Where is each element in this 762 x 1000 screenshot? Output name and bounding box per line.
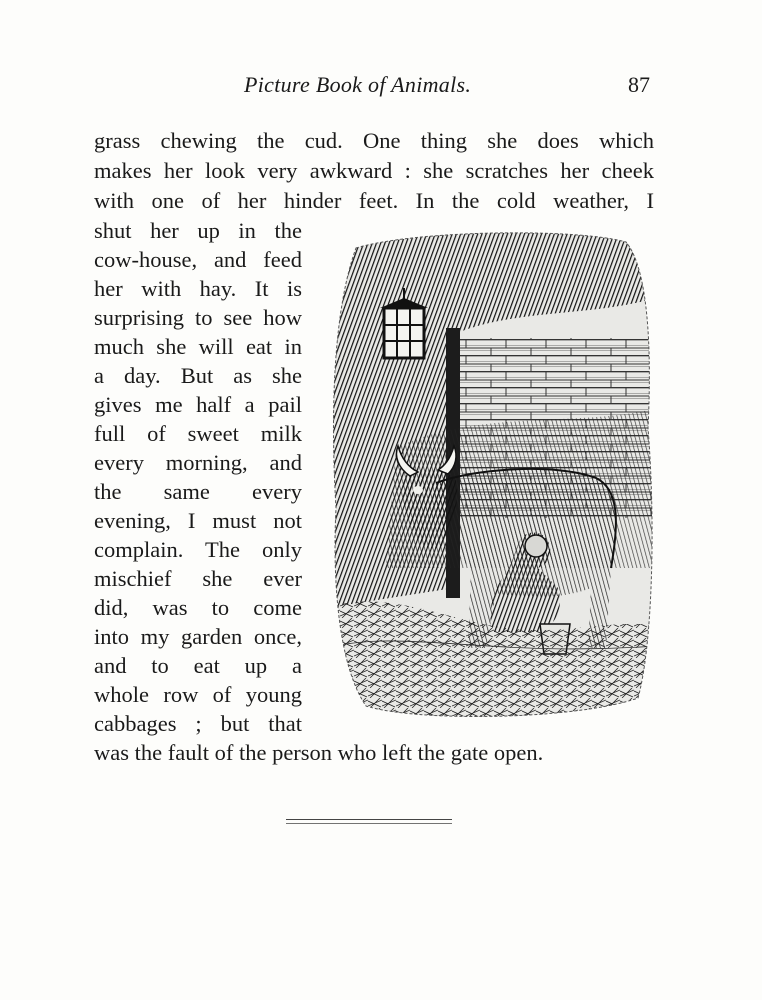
text-line: cow-house, and feed	[94, 247, 302, 272]
engraving-cow-milking-in-barn-icon	[326, 228, 656, 724]
text-line: gives me half a pail	[94, 392, 302, 417]
text-line: grass chewing the cud. One thing she does which	[94, 128, 654, 153]
section-rule-top	[286, 819, 452, 820]
running-title: Picture Book of Animals.	[244, 72, 472, 97]
text-line: was the fault of the person who left the gate open.	[94, 740, 544, 765]
page-number: 87	[628, 72, 650, 97]
text-line: did, was to come	[94, 595, 302, 620]
text-line: full of sweet milk	[94, 421, 302, 446]
text-line: surprising to see how	[94, 305, 302, 330]
text-line: cabbages ; but that	[94, 711, 302, 736]
text-line: every morning, and	[94, 450, 302, 475]
section-rule-bottom	[286, 823, 452, 824]
text-line: shut her up in the	[94, 218, 302, 243]
text-line: into my garden once,	[94, 624, 302, 649]
text-line: much she will eat in	[94, 334, 302, 359]
text-line: and to eat up a	[94, 653, 302, 678]
running-head	[0, 72, 762, 106]
text-line: complain. The only	[94, 537, 302, 562]
text-line: a day. But as she	[94, 363, 302, 388]
text-line: with one of her hinder feet. In the cold weather, I	[94, 188, 654, 213]
text-line: the same every	[94, 479, 302, 504]
text-line: evening, I must not	[94, 508, 302, 533]
text-line: whole row of young	[94, 682, 302, 707]
text-line: her with hay. It is	[94, 276, 302, 301]
text-line: makes her look very awkward : she scratches her cheek	[94, 158, 654, 183]
text-line: mischief she ever	[94, 566, 302, 591]
